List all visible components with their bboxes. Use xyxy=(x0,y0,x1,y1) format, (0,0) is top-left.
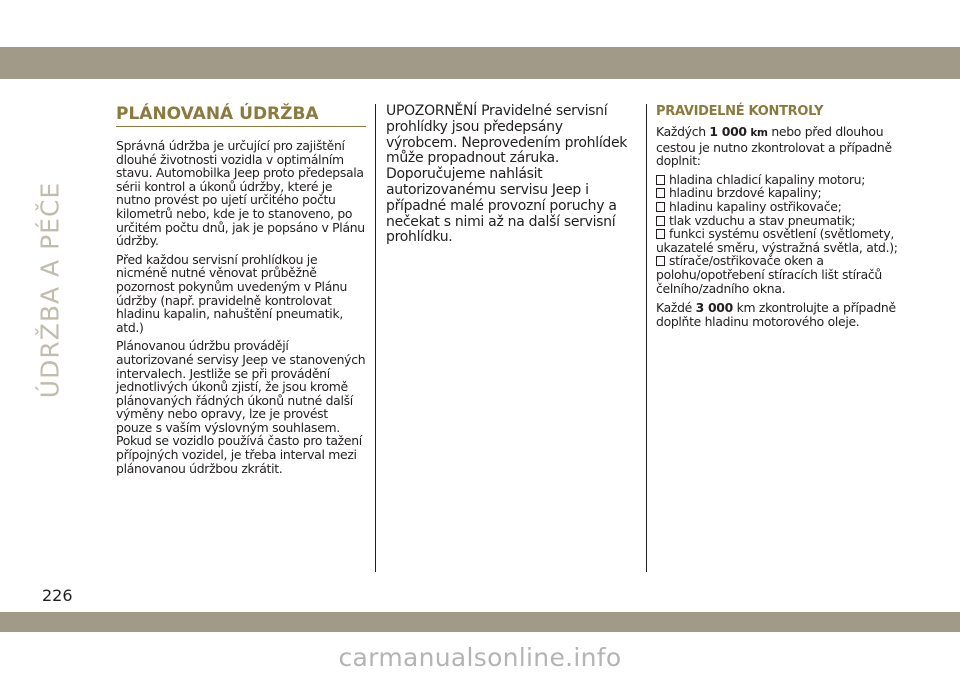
column-regular-checks xyxy=(656,104,910,333)
list-item xyxy=(656,186,910,200)
top-band xyxy=(0,47,960,79)
paragraph: Plánovanou údržbu provádějí autorizované servisy Jeep ve stanovených intervalech. Jestliže se při provádění jednotlivých úkonů zjistí, že jsou kromě plánovaných řádných úkonů nutné další výměny nebo opravy, lze je provést pouze s vaším výslovným souhlasem. Pokud se vozidlo používá často pro tažení přípojných vozidel, je třeba interval mezi plánovanou údržbou zkrátit. xyxy=(116,338,366,476)
list-item xyxy=(656,173,910,187)
column-warning xyxy=(386,104,636,251)
list-item-text: hladinu kapaliny ostřikovače; xyxy=(669,198,842,214)
paragraph: Správná údržba je určující pro zajištění dlouhé životnosti vozidla v optimálním stavu. Automobilka Jeep proto předepsala sérii kontrol a úkonů údržby, které je nutno provést po ujetí určitého počtu kilometrů nebo, kde je to stanoveno, po určitém počtu dnů, jak je popsáno v Plánu údržby. xyxy=(116,138,365,249)
list-item xyxy=(656,254,910,295)
list-item-text: hladina chladicí kapaliny motoru; xyxy=(669,171,866,187)
list-item-text: funkci systému osvětlení (světlomety, ukazatelé směru, výstražná světla, atd.); xyxy=(656,226,898,255)
checks-list xyxy=(656,173,910,295)
intro-value: 1 000 xyxy=(709,124,747,139)
title-underline xyxy=(116,126,366,127)
checkbox-square-icon xyxy=(656,256,665,266)
checkbox-square-icon xyxy=(656,175,665,185)
section-title-regular-checks: PRAVIDELNÉ KONTROLY xyxy=(656,104,824,119)
outro-prefix: Každé xyxy=(656,300,692,316)
checks-outro xyxy=(656,301,910,328)
checks-intro xyxy=(656,125,910,168)
outro-suffix: km zkontrolujte a případně doplňte hladinu motorového oleje. xyxy=(656,300,896,329)
list-item xyxy=(656,214,910,228)
checkbox-square-icon xyxy=(656,216,665,226)
page-number: 226 xyxy=(42,586,73,605)
list-item xyxy=(656,227,910,254)
intro-suffix: nebo před dlouhou cestou je nutno zkontrolovat a případně doplnit: xyxy=(656,124,892,169)
chapter-side-title: ÚDRŽBA A PÉČE xyxy=(35,181,65,399)
section-title-planned-maintenance: PLÁNOVANÁ ÚDRŽBA xyxy=(116,104,319,124)
outro-value: 3 000 xyxy=(695,300,733,316)
bottom-band xyxy=(0,612,960,632)
list-item-text: tlak vzduchu a stav pneumatik; xyxy=(669,212,856,228)
checkbox-square-icon xyxy=(656,202,665,212)
list-item-text: stírače/ostřikovače oken a polohu/opotřebení stíracích lišt stíračů čelního/zadního okna. xyxy=(656,253,882,296)
warning-text: UPOZORNĚNÍ Pravidelné servisní prohlídky jsou předepsány výrobcem. Neprovedením prohlídek může propadnout záruka. Doporučujeme nahlásit autorizovanému servisu Jeep i případné malé provozní poruchy a nečekat s nimi až na další servisní prohlídku. xyxy=(386,103,628,246)
intro-prefix: Každých xyxy=(656,124,706,139)
paragraph: Před každou servisní prohlídkou je nicméně nutné věnovat průběžně pozornost pokynům uvedeným v Plánu údržby (např. pravidelně kontrolovat hladinu kapalin, nahuštění pneumatik, atd.) xyxy=(116,251,348,335)
column-divider xyxy=(646,104,647,572)
list-item-text: hladinu brzdové kapaliny; xyxy=(669,185,822,201)
column-planned-maintenance xyxy=(116,104,366,480)
checkbox-square-icon xyxy=(656,229,665,239)
intro-unit: km xyxy=(750,127,768,139)
watermark-text: carmanualsonline.info xyxy=(338,643,622,672)
column-divider xyxy=(375,104,376,572)
checkbox-square-icon xyxy=(656,188,665,198)
list-item xyxy=(656,200,910,214)
